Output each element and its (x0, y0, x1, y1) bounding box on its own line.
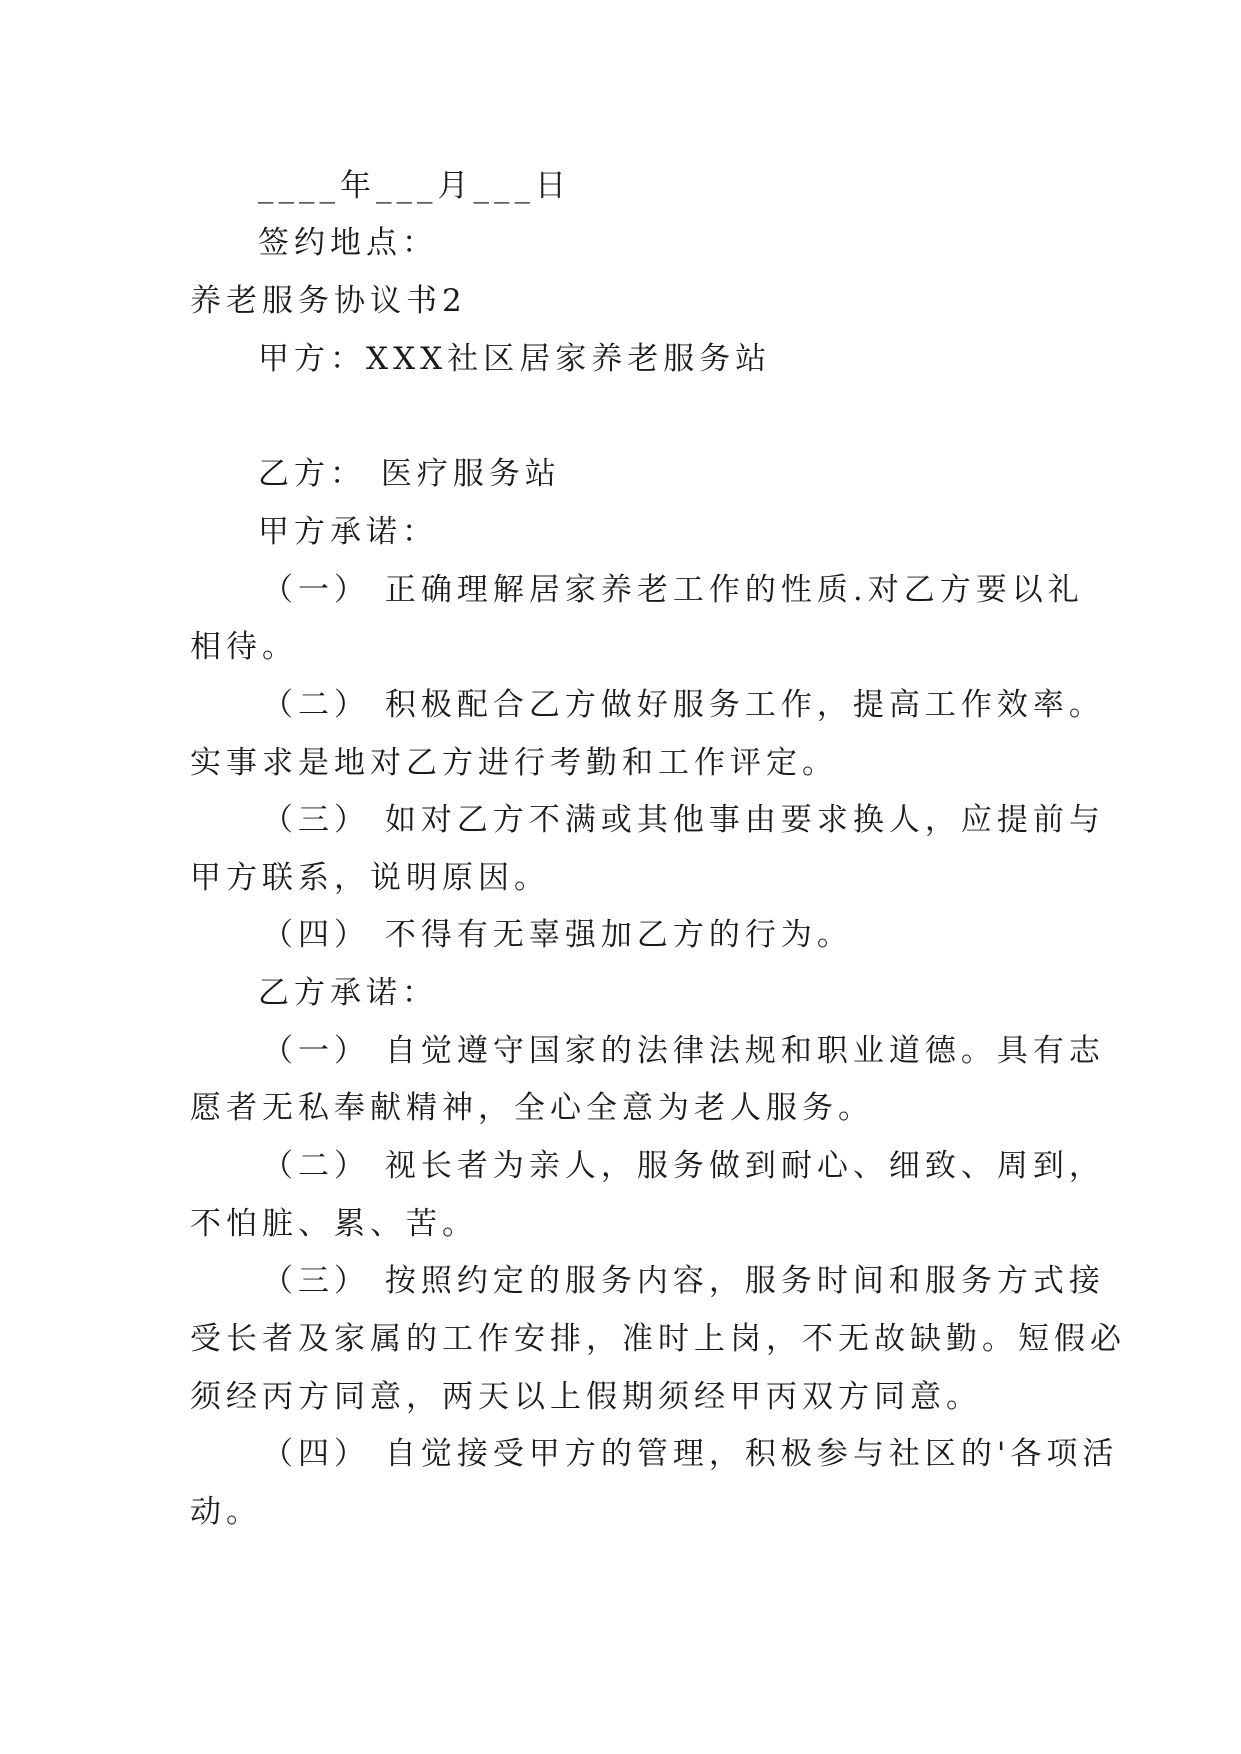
party-b-commitments-heading: 乙方承诺： (258, 975, 438, 1011)
paragraph-line: 甲方联系，说明原因。 (190, 860, 550, 896)
party-a-commitments-heading: 甲方承诺： (258, 514, 438, 550)
paragraph-line: （四） 不得有无辜强加乙方的行为。 (262, 917, 853, 953)
paragraph-line: 受长者及家属的工作安排，准时上岗，不无故缺勤。短假必 (190, 1321, 1126, 1357)
paragraph-line: 实事求是地对乙方进行考勤和工作评定。 (190, 745, 838, 781)
paragraph-line: （三） 按照约定的服务内容，服务时间和服务方式接 (262, 1263, 1105, 1299)
paragraph-line: 须经丙方同意，两天以上假期须经甲丙双方同意。 (190, 1379, 982, 1415)
signing-place: 签约地点： (258, 225, 438, 261)
paragraph-line: （一） 正确理解居家养老工作的性质.对乙方要以礼 (262, 572, 1084, 608)
paragraph-line: （一） 自觉遵守国家的法律法规和职业道德。具有志 (262, 1033, 1105, 1069)
paragraph-line: （四） 自觉接受甲方的管理，积极参与社区的'各项活 (262, 1436, 1119, 1472)
paragraph-line: 愿者无私奉献精神，全心全意为老人服务。 (190, 1090, 874, 1126)
party-b: 乙方： 医疗服务站 (258, 456, 561, 492)
paragraph-line: （二） 积极配合乙方做好服务工作，提高工作效率。 (262, 687, 1105, 723)
section-title: 养老服务协议书2 (190, 283, 467, 319)
paragraph-line: 相待。 (190, 629, 298, 665)
paragraph-line: （三） 如对乙方不满或其他事由要求换人，应提前与 (262, 802, 1105, 838)
paragraph-line: （二） 视长者为亲人，服务做到耐心、细致、周到， (262, 1148, 1105, 1184)
paragraph-line: 动。 (190, 1494, 262, 1530)
date-line: ____年___月___日 (258, 168, 571, 204)
party-a: 甲方：XXX社区居家养老服务站 (258, 341, 772, 377)
paragraph-line: 不怕脏、累、苦。 (190, 1206, 478, 1242)
